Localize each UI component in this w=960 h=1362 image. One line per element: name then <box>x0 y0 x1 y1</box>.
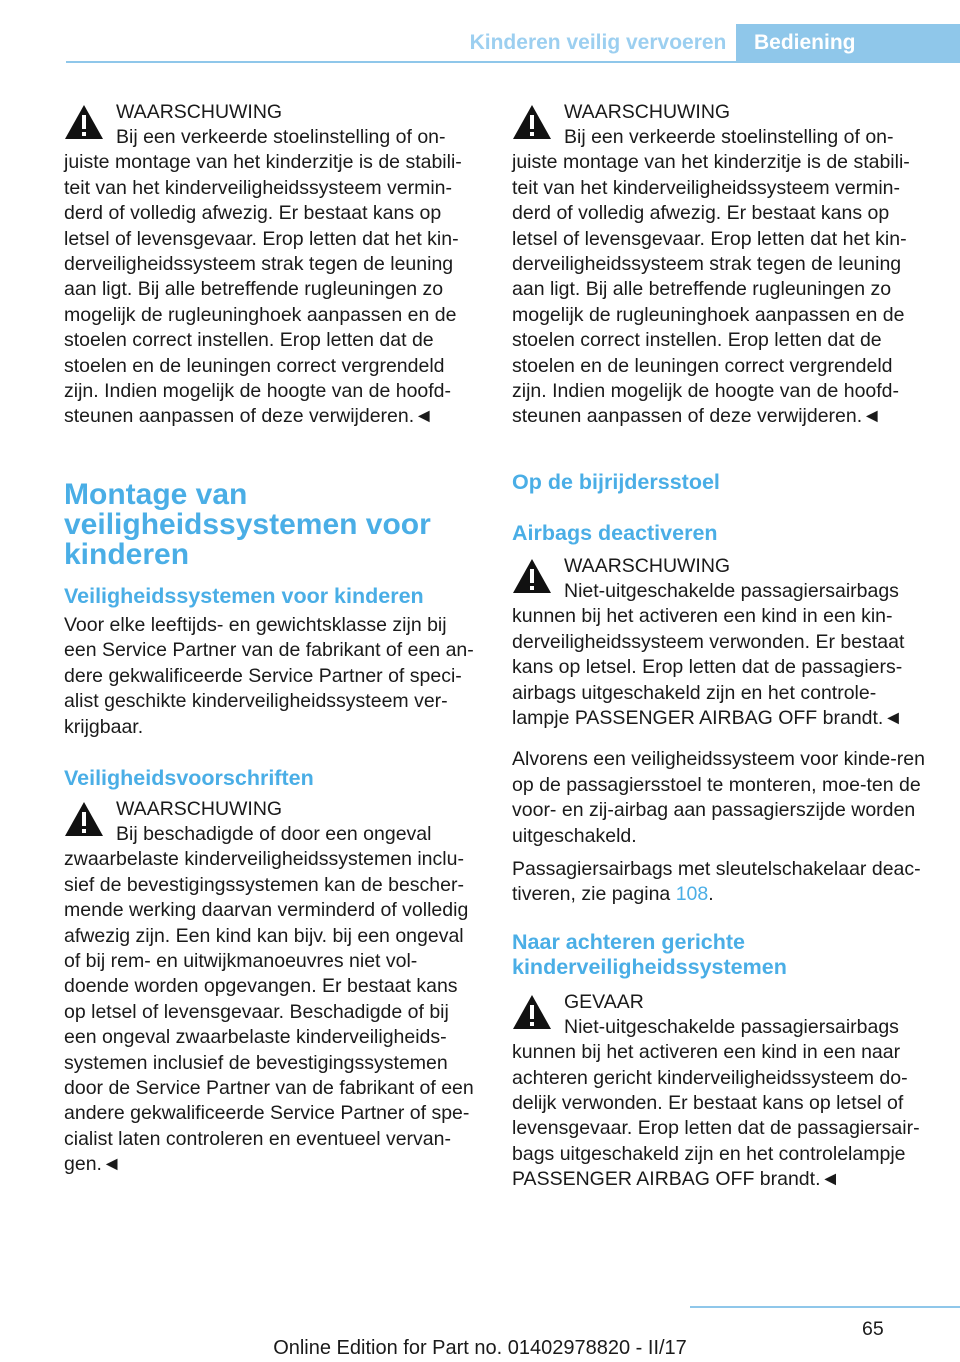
warning-label: WAARSCHUWING <box>564 554 731 577</box>
right-column <box>512 100 928 1193</box>
warning-block <box>512 100 928 430</box>
body-paragraph <box>512 857 928 908</box>
subsection-heading: Airbags deactiveren <box>512 520 718 545</box>
page-link[interactable]: 108 <box>675 883 709 906</box>
warning-triangle-icon <box>512 994 552 1030</box>
paragraph-end: . <box>708 883 714 906</box>
warning-triangle-icon <box>64 104 104 140</box>
section-heading: Montage van veiligheidssystemen voor kinderen <box>64 477 431 571</box>
subsection-heading: Naar achteren gerichte kinderveiligheidssystemen <box>512 929 787 979</box>
left-column <box>64 100 478 1178</box>
warning-triangle-icon <box>512 558 552 594</box>
subsection-heading: Veiligheidsvoorschriften <box>64 765 314 790</box>
subsection-heading: Veiligheidssystemen voor kinderen <box>64 583 424 608</box>
paragraph-text: Passagiersairbags met sleutelschakelaar deac-tiveren, zie pagina <box>512 857 921 906</box>
warning-triangle-icon <box>512 104 552 140</box>
body-paragraph: Alvorens een veiligheidssysteem voor kinde-ren op de passagiersstoel te monteren, moe-ten de voor- en zij-airbag aan passagierszijde worden uitgeschakeld. <box>512 748 925 847</box>
warning-label: WAARSCHUWING <box>116 797 283 820</box>
header-section-title: Kinderen veilig vervoeren <box>469 31 727 54</box>
warning-text: Bij beschadigde of door een ongeval zwaarbelaste kinderveiligheidssystemen inclu-sief de bevestigingssystemen kan de bescher-mende werking daarvan verminderd of volledig afwezig zijn. Een kind kan bijv. bij een ongeval of bij rem- en uitwijkmanoeuvres niet vol-doende worden opgevangen. Er bestaat kans op letsel of levensgevaar. Beschadigde of bij een ongeval zwaarbelaste kinderveiligheids-systemen inclusief de bevestigingssystemen door de Service Partner van de fabrikant of een andere gekwalificeerde Service Partner of spe-cialist laten controleren en eventueel vervan-gen.◄ <box>64 822 474 1176</box>
warning-text: Bij een verkeerde stoelinstelling of on-juiste montage van het kinderzitje is de stabili-teit van het kinderveiligheidssysteem vermin-derd of volledig afwezig. Er bestaat kans op letsel of levensgevaar. Erop letten dat het kin-derveiligheidssysteem strak tegen de leuning aan ligt. Bij alle betreffende rugleuningen zo mogelijk de rugleuninghoek aanpassen en de stoelen correct instellen. Erop letten dat de stoelen en de leuningen correct vergrendeld zijn. Indien mogelijk de hoogte van de hoofd-steunen aanpassen of deze verwijderen.◄ <box>512 126 910 428</box>
warning-label: GEVAAR <box>564 990 644 1013</box>
warning-text: Niet-uitgeschakelde passagiersairbags kunnen bij het activeren een kind in een kin-derveiligheidssysteem verwonden. Er bestaat kans op letsel. Erop letten dat de passagiers-airbags uitgeschakeld zijn en het controle-lampje PASSENGER AIRBAG OFF brandt.◄ <box>512 579 905 729</box>
warning-block <box>64 100 478 430</box>
warning-text: Bij een verkeerde stoelinstelling of on-juiste montage van het kinderzitje is de stabili-teit van het kinderveiligheidssysteem vermin-derd of volledig afwezig. Er bestaat kans op letsel of levensgevaar. Erop letten dat het kin-derveiligheidssysteem strak tegen de leuning aan ligt. Bij alle betreffende rugleuningen zo mogelijk de rugleuninghoek aanpassen en de stoelen correct instellen. Erop letten dat de stoelen en de leuningen correct vergrendeld zijn. Indien mogelijk de hoogte van de hoofd-steunen aanpassen of deze verwijderen.◄ <box>64 126 462 428</box>
warning-triangle-icon <box>64 801 104 837</box>
footer-edition: Online Edition for Part no. 01402978820 - II/17 <box>273 1337 687 1359</box>
header-divider <box>66 61 960 63</box>
warning-block <box>512 554 928 731</box>
page-number: 65 <box>862 1318 884 1340</box>
warning-label: WAARSCHUWING <box>116 101 283 123</box>
body-paragraph: Voor elke leeftijds- en gewichtsklasse zijn bij een Service Partner van de fabrikant of een an-dere gekwalificeerde Service Partner of speci-alist geschikte kinderveiligheidssysteem ver-krijgbaar. <box>64 613 474 738</box>
warning-text: Niet-uitgeschakelde passagiersairbags kunnen bij het activeren een kind in een naar achteren gericht kinderveiligheidssysteem do-delijk verwonden. Er bestaat kans op letsel of levensgevaar. Erop letten dat de passagiersair-bags uitgeschakeld zijn en het controlelampje PASSENGER AIRBAG OFF brandt.◄ <box>512 1015 920 1191</box>
warning-label: WAARSCHUWING <box>564 101 731 123</box>
footer-divider <box>690 1306 960 1308</box>
warning-block <box>512 990 928 1193</box>
warning-block <box>64 797 478 1178</box>
header-tab-bediening[interactable]: Bediening <box>736 24 960 62</box>
section-heading: Op de bijrijdersstoel <box>512 469 720 494</box>
